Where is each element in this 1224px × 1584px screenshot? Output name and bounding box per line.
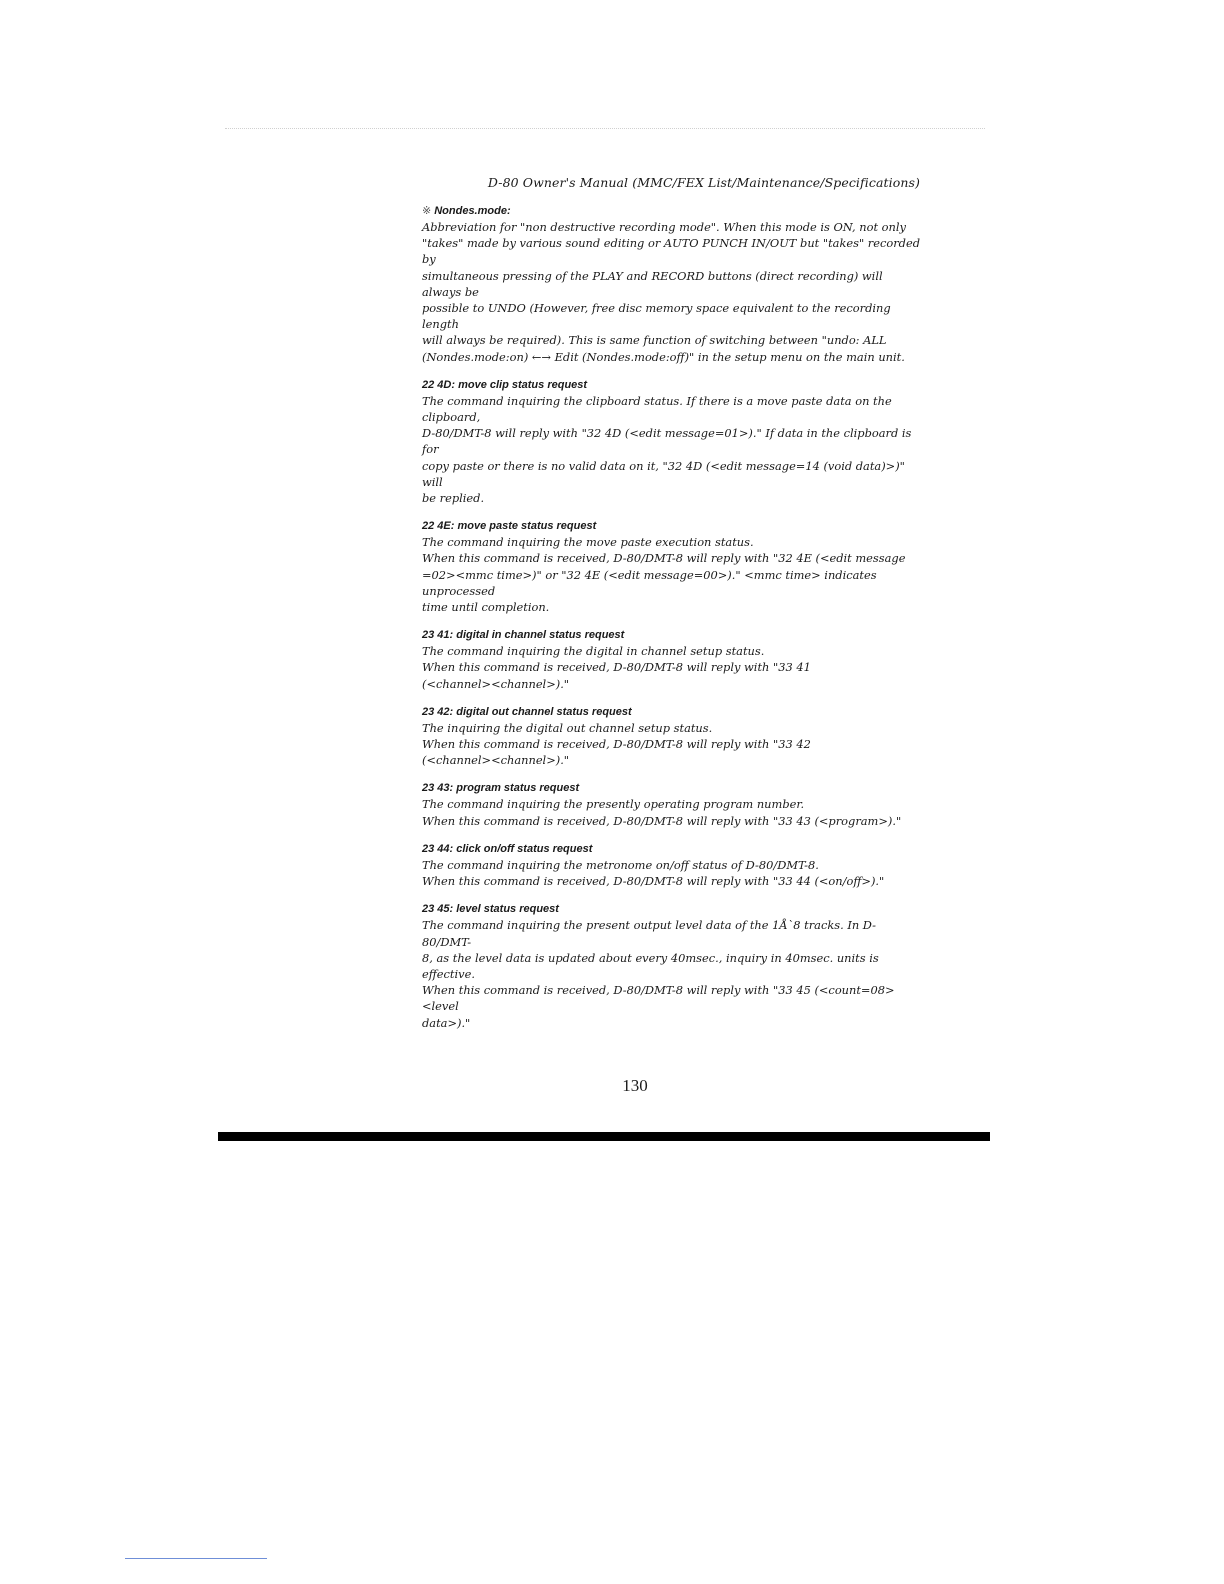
section-heading xyxy=(422,518,922,534)
body-text-line: The command inquiring the move paste execution status. xyxy=(422,535,754,550)
scan-artifact-underline xyxy=(125,1558,267,1559)
body-text-line: time until completion. xyxy=(422,600,550,615)
body-text-line: 8, as the level data is updated about every 40msec., inquiry in 40msec. units is effective. xyxy=(422,950,879,981)
body-text-line: (<channel><channel>)." xyxy=(422,676,570,691)
body-text-line: When this command is received, D-80/DMT-8 will reply with "32 4E (<edit message xyxy=(422,551,906,566)
footer-rule xyxy=(218,1132,990,1141)
body-text-line: When this command is received, D-80/DMT-8 will reply with "33 41 xyxy=(422,660,811,675)
section-heading-text: 23 41: digital in channel status request xyxy=(422,629,625,642)
section-heading-text: 23 44: click on/off status request xyxy=(422,842,593,855)
body-text-line: "takes" made by various sound editing or AUTO PUNCH IN/OUT but "takes" recorded by xyxy=(422,236,920,267)
body-text-line: data>)." xyxy=(422,1015,471,1030)
manual-section xyxy=(422,841,922,889)
body-text-line: will always be required). This is same function of switching between "undo: ALL xyxy=(422,333,887,348)
manual-body xyxy=(422,203,922,1043)
scan-artifact-line xyxy=(225,128,985,129)
body-text-line: The command inquiring the clipboard status. If there is a move paste data on the clipboard, xyxy=(422,393,892,425)
body-text-line: The inquiring the digital out channel setup status. xyxy=(422,720,713,735)
manual-section xyxy=(422,780,922,828)
section-heading-text: 22 4D: move clip status request xyxy=(422,378,588,391)
body-text-line: simultaneous pressing of the PLAY and RECORD buttons (direct recording) will always be xyxy=(422,268,883,299)
section-heading xyxy=(422,901,922,917)
manual-section xyxy=(422,377,922,506)
section-heading xyxy=(422,704,922,720)
section-heading-text: 22 4E: move paste status request xyxy=(422,520,597,533)
section-heading-text: Nondes.mode: xyxy=(434,205,511,217)
running-header: D-80 Owner's Manual (MMC/FEX List/Maintenance/Specifications) xyxy=(487,175,920,190)
section-heading xyxy=(422,841,922,857)
manual-section xyxy=(422,901,922,1030)
section-heading-text: 23 43: program status request xyxy=(422,782,580,795)
section-heading xyxy=(422,627,922,643)
body-text-line: When this command is received, D-80/DMT-8 will reply with "33 45 (<count=08><level xyxy=(422,983,895,1014)
body-text-line: be replied. xyxy=(422,491,485,506)
body-text-line: copy paste or there is no valid data on it, "32 4D (<edit message=14 (void data)>)" will xyxy=(422,458,905,489)
body-text-line: The command inquiring the metronome on/off status of D-80/DMT-8. xyxy=(422,857,819,872)
body-text-line: The command inquiring the digital in channel setup status. xyxy=(422,644,765,659)
manual-section xyxy=(422,627,922,692)
body-text-line: (Nondes.mode:on) ←→ Edit (Nondes.mode:off)" in the setup menu on the main unit. xyxy=(422,349,905,364)
body-text-line: When this command is received, D-80/DMT-8 will reply with "33 44 (<on/off>)." xyxy=(422,874,885,889)
page-number: 130 xyxy=(622,1076,648,1095)
section-heading xyxy=(422,377,922,393)
manual-section xyxy=(422,704,922,769)
section-heading-text: 23 42: digital out channel status request xyxy=(422,705,632,718)
section-heading xyxy=(422,203,922,219)
section-heading xyxy=(422,780,922,796)
body-text-line: D-80/DMT-8 will reply with "32 4D (<edit message=01>)." If data in the clipboard is for xyxy=(422,426,912,457)
body-text-line: (<channel><channel>)." xyxy=(422,753,570,768)
body-text-line: When this command is received, D-80/DMT-8 will reply with "33 43 (<program>)." xyxy=(422,813,902,828)
body-text-line: possible to UNDO (However, free disc memory space equivalent to the recording length xyxy=(422,301,891,332)
body-text-line: When this command is received, D-80/DMT-8 will reply with "33 42 xyxy=(422,737,811,752)
manual-section xyxy=(422,518,922,615)
body-text-line: Abbreviation for "non destructive recording mode". When this mode is ON, not only xyxy=(422,220,906,234)
manual-section xyxy=(422,203,922,365)
reference-mark-icon: ※ xyxy=(422,205,432,217)
body-text-line: The command inquiring the present output level data of the 1Å`8 tracks. In D-80/DMT- xyxy=(422,918,876,949)
body-text-line: =02><mmc time>)" or "32 4E (<edit message=00>)." <mmc time> indicates unprocessed xyxy=(422,567,877,598)
section-heading-text: 23 45: level status request xyxy=(422,903,559,916)
body-text-line: The command inquiring the presently operating program number. xyxy=(422,797,805,812)
